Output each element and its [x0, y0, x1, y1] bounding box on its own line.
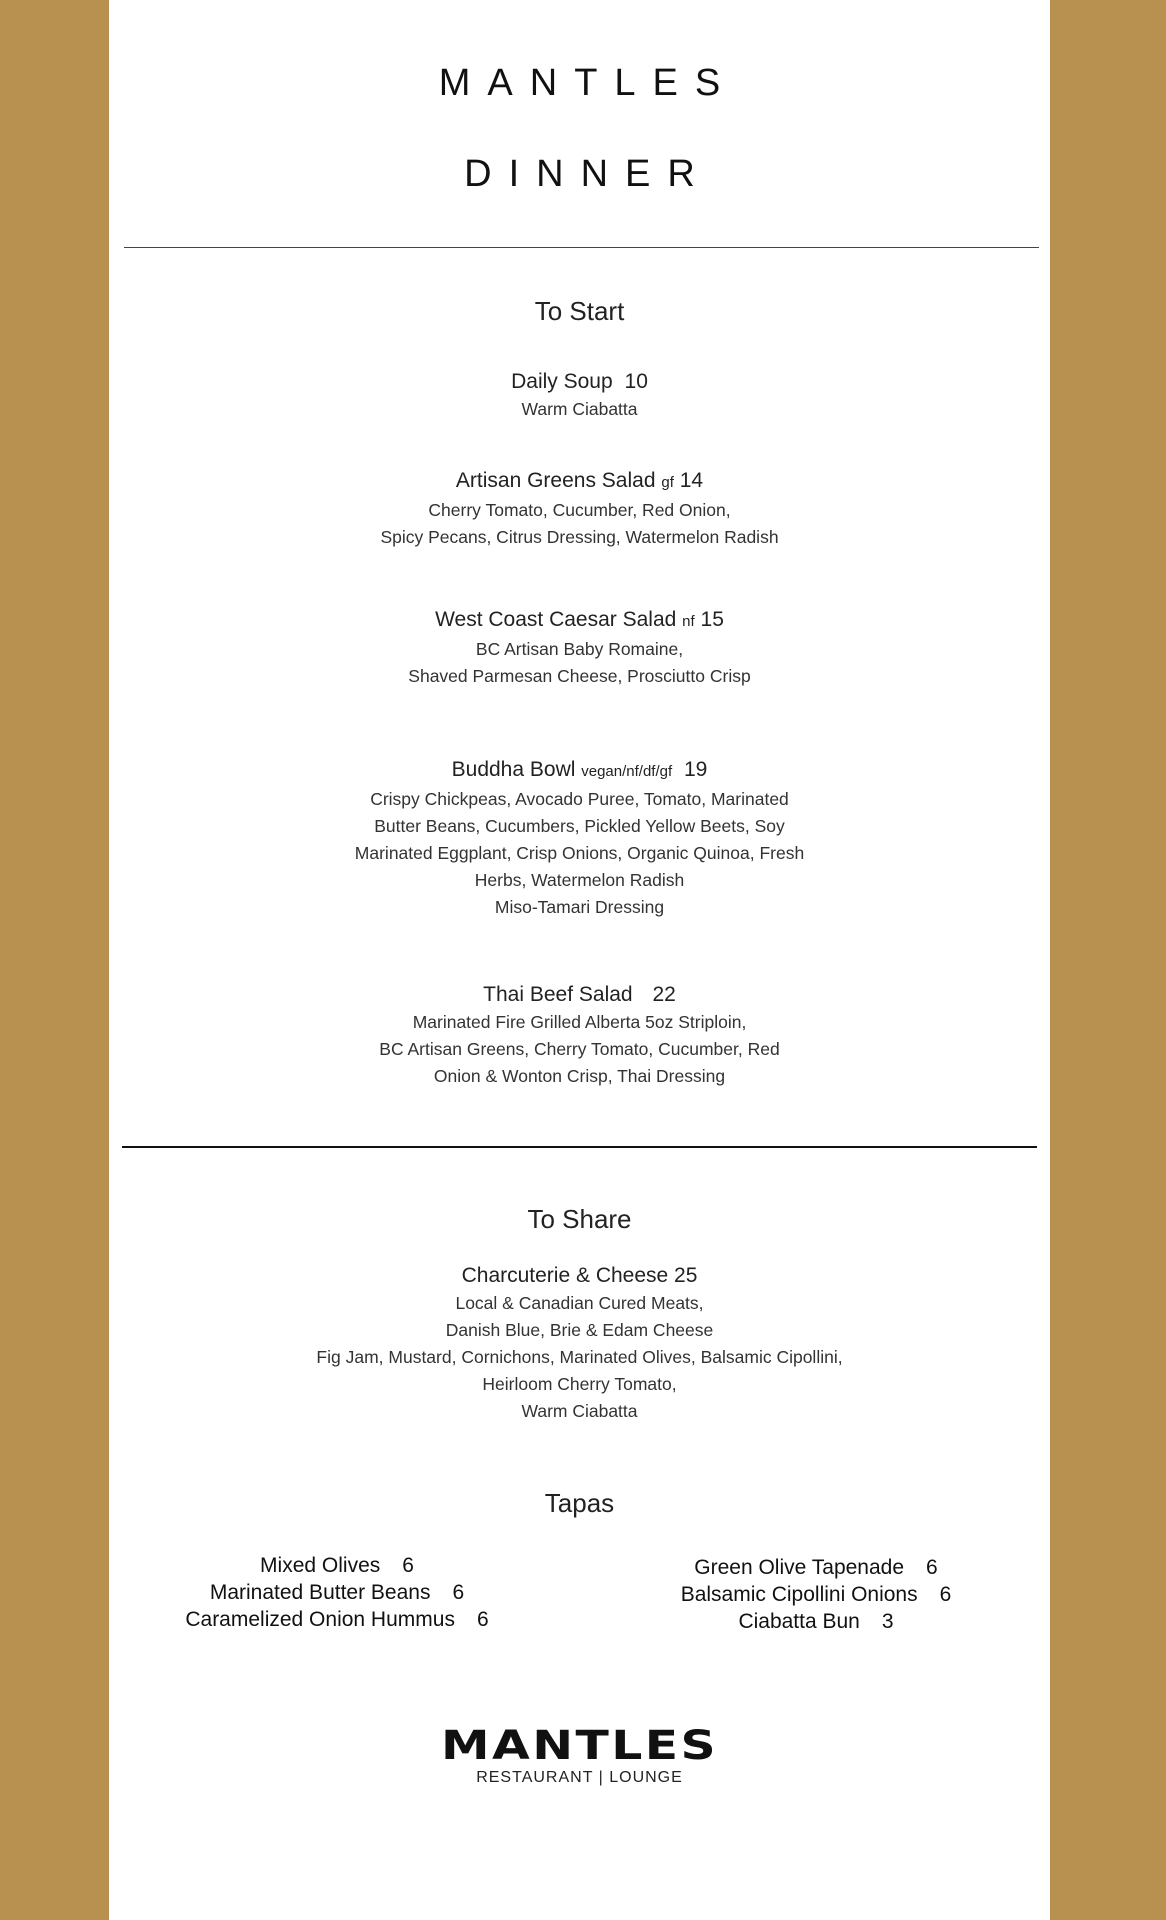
- tapas-item: [581, 1554, 1051, 1581]
- item-price: 14: [679, 469, 704, 492]
- tapas-item: [109, 1579, 565, 1606]
- item-price: 25: [674, 1264, 698, 1287]
- item-price: 15: [700, 608, 724, 631]
- item-heading: [109, 981, 1050, 1009]
- tapas-item: [109, 1552, 565, 1579]
- logo-wordmark: MANTLES: [440, 1723, 719, 1769]
- tapas-name: Ciabatta Bun: [738, 1610, 860, 1633]
- item-price: 19: [684, 758, 708, 781]
- meal-title: DINNER: [464, 153, 712, 195]
- item-description: Marinated Fire Grilled Alberta 5oz Striploin,: [412, 1012, 747, 1032]
- tapas-price: 6: [939, 1583, 952, 1606]
- item-name: West Coast Caesar Salad: [435, 608, 677, 631]
- tapas-list-left: [109, 1552, 565, 1633]
- item-description: Butter Beans, Cucumbers, Pickled Yellow Beets, Soy: [374, 816, 785, 836]
- item-heading: [109, 756, 1050, 786]
- item-name: Charcuterie & Cheese: [461, 1264, 669, 1287]
- tapas-name: Mixed Olives: [260, 1554, 381, 1577]
- item-description: Fig Jam, Mustard, Cornichons, Marinated Olives, Balsamic Cipollini,: [316, 1347, 843, 1367]
- item-description: Warm Ciabatta: [521, 1401, 638, 1421]
- section-title-to-share: To Share: [527, 1204, 632, 1234]
- tapas-list-right: [581, 1554, 1051, 1635]
- item-description: Danish Blue, Brie & Edam Cheese: [445, 1320, 714, 1340]
- item-description: Spicy Pecans, Citrus Dressing, Watermelon Radish: [380, 527, 779, 547]
- item-description: Herbs, Watermelon Radish: [474, 870, 685, 890]
- menu-item: [109, 368, 1050, 423]
- item-description: Miso-Tamari Dressing: [494, 897, 665, 917]
- tapas-price: 6: [452, 1581, 465, 1604]
- menu-item: [109, 1262, 1050, 1425]
- item-description: Crispy Chickpeas, Avocado Puree, Tomato, Marinated: [370, 789, 789, 809]
- item-diet-tag: vegan/nf/df/gf: [581, 763, 673, 780]
- restaurant-logo: [109, 1724, 1050, 1787]
- tapas-item: [581, 1581, 1051, 1608]
- item-name: Buddha Bowl: [451, 758, 576, 781]
- tapas-price: 6: [476, 1608, 489, 1631]
- item-heading: [109, 467, 1050, 497]
- divider: [122, 1146, 1037, 1148]
- menu-item: [109, 756, 1050, 921]
- menu-item: [109, 981, 1050, 1090]
- tapas-price: 6: [402, 1554, 414, 1577]
- item-description: Shaved Parmesan Cheese, Prosciutto Crisp: [408, 666, 751, 686]
- tapas-price: 3: [881, 1610, 894, 1633]
- item-description: Warm Ciabatta: [521, 399, 638, 419]
- item-name: Daily Soup: [511, 370, 613, 393]
- item-heading: [109, 368, 1050, 396]
- section-title-to-start: To Start: [534, 296, 625, 326]
- item-name: Thai Beef Salad: [483, 983, 633, 1006]
- item-heading: [109, 1262, 1050, 1290]
- tapas-name: Caramelized Onion Hummus: [185, 1608, 455, 1631]
- item-diet-tag: nf: [682, 613, 695, 630]
- item-description: Heirloom Cherry Tomato,: [482, 1374, 677, 1394]
- tapas-price: 6: [926, 1556, 938, 1579]
- menu-item: [109, 467, 1050, 551]
- item-price: 22: [652, 983, 676, 1006]
- item-description: Cherry Tomato, Cucumber, Red Onion,: [428, 500, 731, 520]
- item-heading: [109, 606, 1050, 636]
- item-description: Local & Canadian Cured Meats,: [455, 1293, 704, 1313]
- tapas-name: Marinated Butter Beans: [209, 1581, 431, 1604]
- tapas-item: [581, 1608, 1051, 1635]
- item-diet-tag: gf: [661, 474, 674, 491]
- item-description: Onion & Wonton Crisp, Thai Dressing: [433, 1066, 726, 1086]
- item-description: BC Artisan Baby Romaine,: [475, 639, 684, 659]
- tapas-name: Balsamic Cipollini Onions: [680, 1583, 918, 1606]
- menu-page: [109, 0, 1050, 1920]
- item-price: 10: [624, 370, 648, 393]
- section-title-tapas: Tapas: [544, 1488, 615, 1518]
- tapas-name: Green Olive Tapenade: [694, 1556, 905, 1579]
- item-name: Artisan Greens Salad: [455, 469, 656, 492]
- item-description: BC Artisan Greens, Cherry Tomato, Cucumber, Red: [379, 1039, 780, 1059]
- tapas-item: [109, 1606, 565, 1633]
- logo-subtitle: RESTAURANT | LOUNGE: [476, 1769, 683, 1786]
- item-description: Marinated Eggplant, Crisp Onions, Organic Quinoa, Fresh: [354, 843, 805, 863]
- menu-item: [109, 606, 1050, 690]
- brand-title: MANTLES: [438, 62, 738, 104]
- divider: [124, 247, 1039, 248]
